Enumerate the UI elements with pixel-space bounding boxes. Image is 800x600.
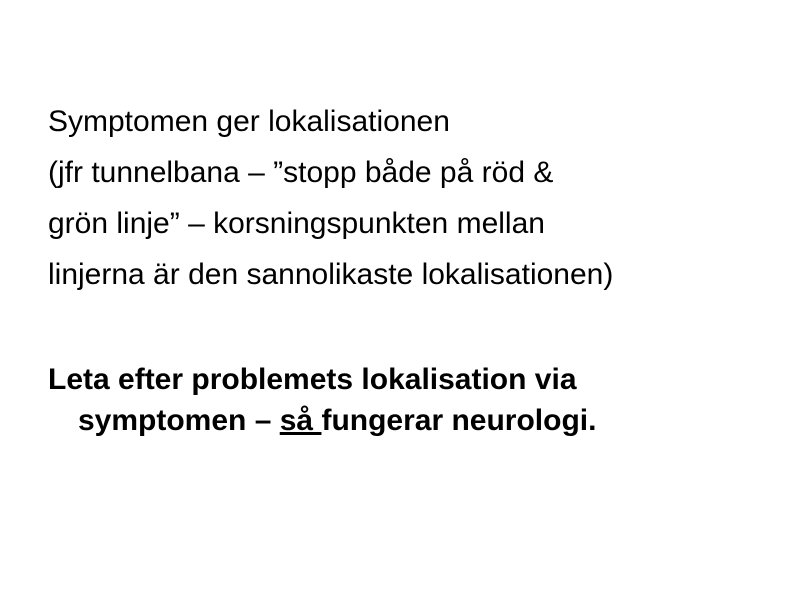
conclusion-line-2 <box>78 403 596 439</box>
conclusion-line-1: Leta efter problemets lokalisation via <box>48 363 577 396</box>
conclusion-end: fungerar neurologi. <box>321 404 597 437</box>
conclusion-start: symptomen – <box>78 404 280 437</box>
paragraph-line-1: Symptomen ger lokalisationen <box>48 105 450 138</box>
underlined-word: så <box>279 404 322 437</box>
paragraph-line-3: grön linje” – korsningspunkten mellan <box>48 207 545 240</box>
paragraph-line-2: (jfr tunnelbana – ”stopp både på röd & <box>48 156 554 189</box>
paragraph-line-4: linjerna är den sannolikaste lokalisationen) <box>48 258 614 291</box>
